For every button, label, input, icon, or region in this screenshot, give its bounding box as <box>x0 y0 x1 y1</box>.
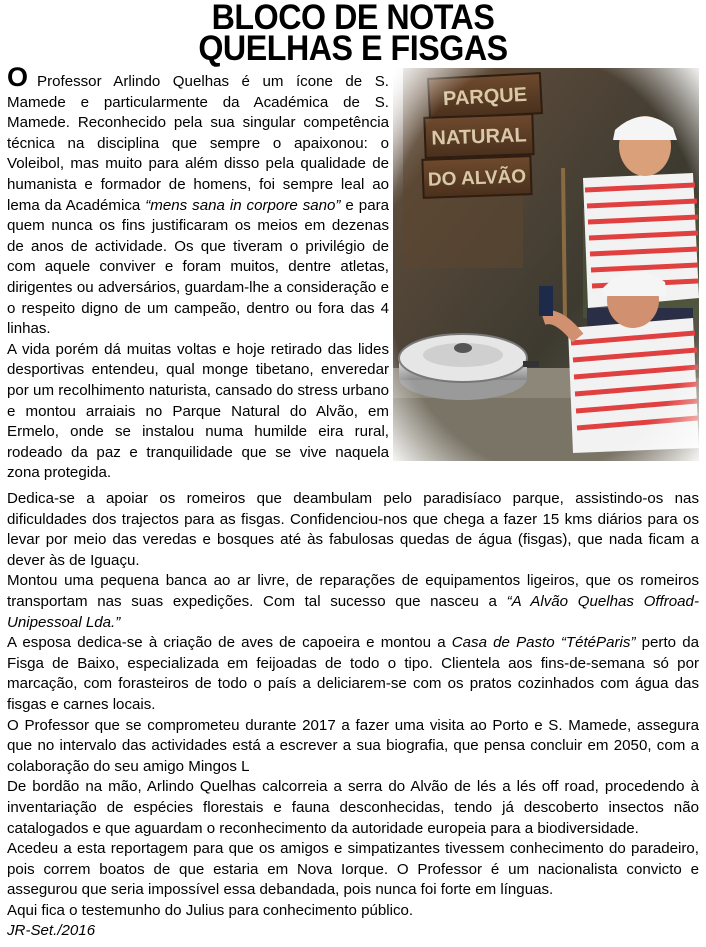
paragraph-5 <box>7 633 699 715</box>
paragraph-6: O Professor que se comprometeu durante 2017 a fazer uma visita ao Porto e S. Mamede, assegura que no intervalo das actividades está a escrever a sua biografia, que pensa concluir em 2050, com a colaboração do seu amigo Mingos L <box>7 716 699 775</box>
paragraph-7: De bordão na mão, Arlindo Quelhas calcorreia a serra do Alvão de lés a lés off road, procedendo à inventariação de espécies florestais e fauna desconhecidas, tendo já descoberto insectos não catalogados e que aguardam o reconhecimento da autoridade europeia para a biodiversidade. <box>7 778 699 837</box>
paragraph-2: A vida porém dá muitas voltas e hoje retirado das lides desportivas entendeu, qual monge tibetano, enveredar por um recolhimento naturista, cansado do stress urbano e montou arraiais no Parque Natural do Alvão, em Ermelo, onde se instalou numa humilde eira rural, rodeado da paz e tranquilidade que se vive naquela zona protegida. <box>7 340 389 482</box>
paragraph-3: Dedica-se a apoiar os romeiros que deambulam pelo paradisíaco parque, assistindo-os nas dificuldades dos trajectos para as fisgas. Confidenciou-nos que chega a fazer 15 kms diários para os levar por meio das veredas e bosques até às fabulosas quedas de água (fisgas), que nada ficam a dever às de Iguaçu. <box>7 490 699 569</box>
p1-text: Professor Arlindo Quelhas é um ícone de S. Mamede e particularmente da Académica de S. Mamede. Reconhecido pela sua singular competência técnica na disciplina que sempre o apaixonou: o Voleibol, mas muito para além disso pela qualidade de humanista e formador de homens, foi sempre leal ao lema da Académica <box>7 73 389 214</box>
restaurant-name: Casa de Pasto “TétéParis” <box>451 634 636 652</box>
paragraph-1 <box>7 62 390 340</box>
motto: “mens sana in corpore sano” <box>145 196 341 214</box>
title-line-1: BLOCO DE NOTAS <box>211 0 495 37</box>
article-column <box>7 62 390 484</box>
p5-text: A esposa dedica-se à criação de aves de capoeira e montou a <box>7 634 452 652</box>
p1-text-2: e para quem nunca os fins justificaram os meios em dezenas de anos de actividade. Os que tiveram o privilégio de com aquele conviver e foram muitos, dentre atletas, dirigentes ou adversários, guardam-lhe a consideração e o respeito digno de um campeão, dentro ou fora das 4 linhas. <box>7 196 390 338</box>
paragraph-9: Aqui fica o testemunho do Julius para conhecimento público. <box>7 901 414 919</box>
paragraph-8: Acedeu a esta reportagem para que os amigos e simpatizantes tivessem conhecimento do paradeiro, pois correm boatos de que estaria em Nova Iorque. O Professor é um nacionalista convicto e assegurou que seria impossível essa debandada, pois nunca foi forte em línguas. <box>7 840 699 899</box>
company-name: “A Alvão Quelhas Offroad-Unipessoal Lda.” <box>7 592 699 631</box>
article-photo <box>393 68 699 461</box>
p5-text-2: perto da Fisga de Baixo, especializada em feijoadas de todo o tipo. Clientela aos fins-de-semana só por marcação, com forasteiros de todo o país a deliciarem-se com os pratos cozinhados com água das fisgas e carnes locais. <box>7 634 699 713</box>
p4-text: Montou uma pequena banca ao ar livre, de reparações de equipamentos ligeiros, que os romeiros transportam nas suas expedições. Com tal sucesso que nasceu a <box>7 572 699 610</box>
title-line-2: QUELHAS E FISGAS <box>198 29 508 68</box>
page-title <box>28 0 678 68</box>
drop-cap: O <box>7 62 29 92</box>
article-body <box>7 489 699 942</box>
paragraph-4 <box>7 571 699 633</box>
signature: JR-Set./2016 <box>7 922 96 940</box>
